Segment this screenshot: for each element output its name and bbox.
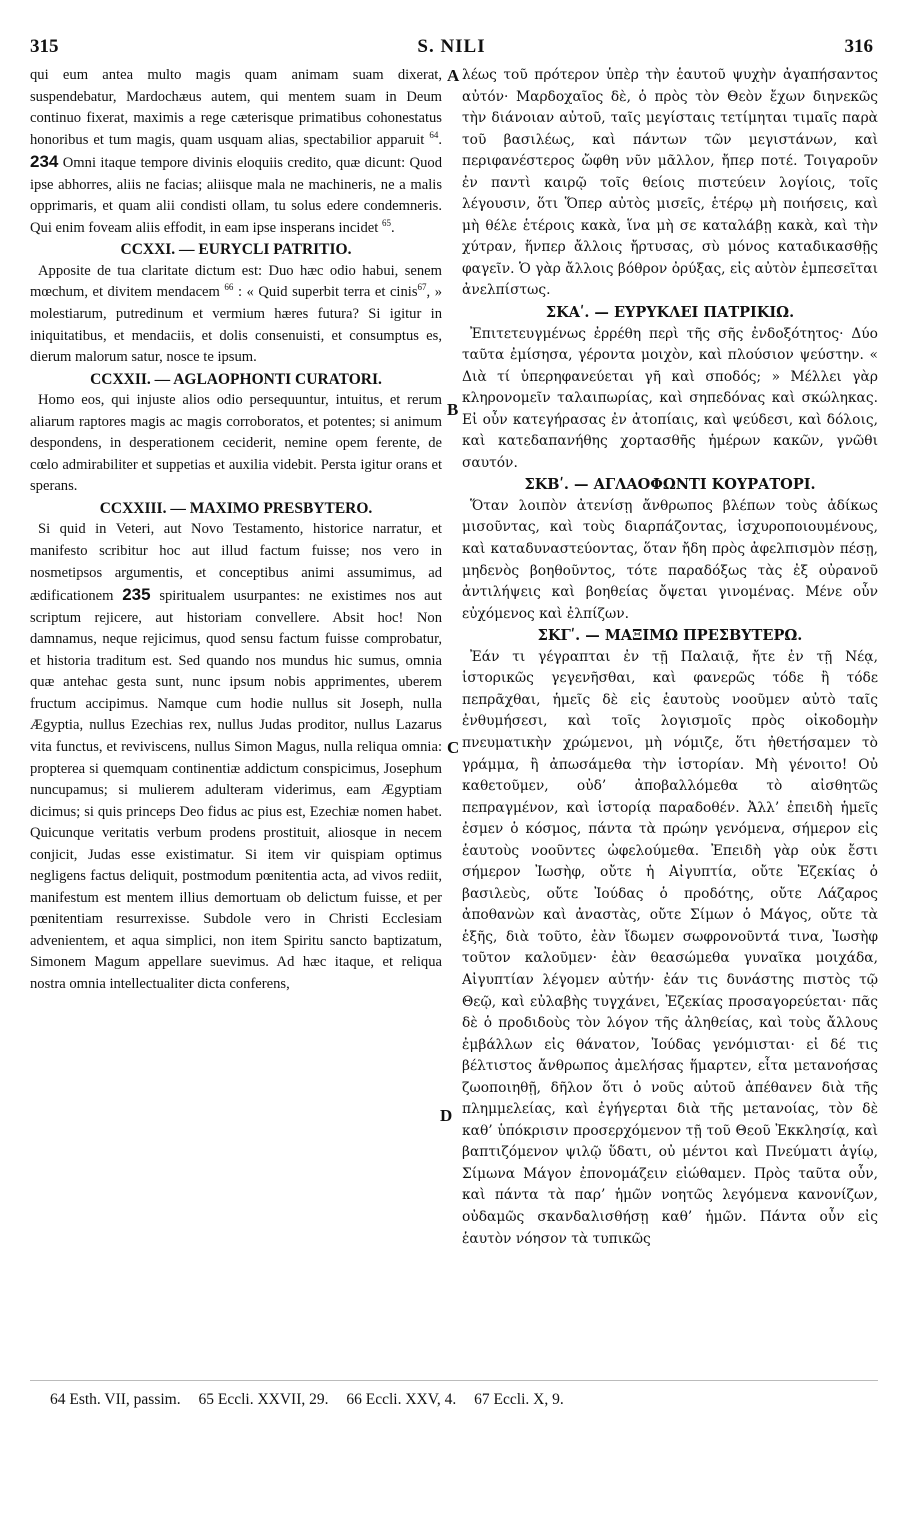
footnote-item: 67 Eccli. X, 9.: [474, 1391, 564, 1408]
footnotes: [50, 1391, 578, 1409]
latin-s221-part-a: Apposite de tua claritate dictum est: Duo hæc odio habui, senem mœchum, et divitem mendacem: [30, 262, 442, 301]
footnote-ref: 67: [417, 282, 427, 293]
footnote-item: 65 Eccli. XXVII, 29.: [198, 1391, 329, 1408]
latin-s223-part-a: Si quid in Veteri, aut Novo Testamento, historice narratur, et manifesto scribitur hoc aut illud factum fuisse; nos vero in nosmetipsos argumentis, et conceptibus animi assumimus, ad ædificationem: [30, 521, 442, 605]
footnote-divider: [30, 1380, 878, 1381]
latin-s221-part-b: : « Quid superbit terra et cinis: [237, 284, 418, 301]
footnote-item: 66 Eccli. XXV, 4.: [346, 1391, 457, 1408]
latin-s221-part-c: , » molestiarum, putredinum et vermium hæres futura? Si igitur in iniquitatibus, et mendaciis, et dolis consenuisti, et consumptus es, dierum malorum satur, nosce te ipsum.: [30, 284, 442, 366]
latin-section-title-222: CCXXII. — AGLAOPHONTI CURATORI.: [90, 370, 382, 388]
page-number-right: 316: [844, 36, 873, 57]
column-number: 234: [30, 152, 59, 172]
footnote-ref: 66: [224, 282, 234, 293]
latin-s223-part-b: spiritualem usurpantes: ne existimes nos aut scriptum rejicere, aut historiam convellere. Absit hoc! Non damnamus, neque rejicimus, quod sensu factum fuisse comprobatur, et historia traditum est. Sed quando nos mundus hic sumus, omnia quæ antehac gesta sunt, nunc ipsum nobis apprimentes, uberem fructum accipimus. Namque cum hodie nullus sit Joseph, nulla Ægyptia, nullus Ezechias rex, nullus Judas proditor, nullus Lazarus vita functus, et reviviscens, nullus Simon Magus, nulla reliqua omnia: propterea si quemquam continentiæ addictum conspicimus, Josephum nuncupamus; si mulierem adulteram viderimus, eam Ægyptiam dicimus; si quis princeps Deo fidus ac pius est, Ezechiæ nomen habet. Quicunque veritatis verbum prodens prostituit, aliosque in necem conjicit, Judas esse existimatur. Si item vir quispiam optimus negligens factus deliquit, postmodum pœnitentia acta, ad vivos rediit, manifestum est mentem illius demortuam ob delictum fuisse, et per pœnitentiam resurrexisse. Subdole vero in Christi Ecclesiam advenientem, et aqua simplici, non item Spiritu sancto baptizatum, Simonem Magum appellare suevimus. Ad hæc itaque, et reliqua nostra omnia intellectualiter dicta conferens,: [30, 588, 442, 992]
latin-section-body-221: [30, 261, 442, 369]
greek-section-title-221: ΣΚΑʹ. — ΕΥΡΥΚΛΕΙ ΠΑΤΡΙΚΙΩ.: [545, 304, 795, 322]
greek-section-title-222: ΣΚΒʹ. — ΑΓΛΑΟΦΩΝΤΙ ΚΟΥΡΑΤΟΡΙ.: [524, 476, 816, 494]
margin-marker-b: B: [447, 400, 459, 419]
latin-intro-text: qui eum antea multo magis quam animam suam dixerat, suspendebatur, Mardochæus autem, qui mentem suam in Deum continuo fixerat, maximis a rege cæterisque primatibus cohonestatus honoribus et tum magis, quam usquam alias, spectabilior apparuit: [30, 67, 442, 148]
greek-section-title-223: ΣΚΓʹ. — ΜΑΞΙΜΩ ΠΡΕΣΒΥΤΕΡΩ.: [537, 627, 803, 645]
footnote-ref: 64: [429, 129, 439, 140]
latin-section-title-223: CCXXIII. — MAXIMO PRESBYTERO.: [99, 499, 373, 517]
running-title: S. NILI: [417, 36, 486, 57]
page-number-left: 315: [30, 36, 59, 57]
latin-section-body-223: [30, 519, 442, 995]
latin-column: [30, 65, 442, 996]
latin-section-body-222: Homo eos, qui injuste alios odio persequuntur, intuitus, et rerum aliarum raptores magis ac magis corroboratos, et potentes; si animum despondens, in desperationem ceciderit, nemine opem ferente, de cœlo admirabiliter et suppetias et auxilia videbit. Persta igitur orans et sperans.: [30, 392, 442, 495]
greek-section-body-223: Ἐάν τι γέγραπται ἐν τῇ Παλαιᾷ, ἤτε ἐν τῇ Νέᾳ, ἱστορικῶς γεγενῆσθαι, καὶ φανερῶς τόδε ἢ τόδε πεπρᾶχθαι, ἡμεῖς δὲ εἰς ἑαυτοὺς νοοῦμεν αὐτὸ ταῖς ἐνθυμήσεσι, καὶ τοῖς λογισμοῖς πρὸς οἰκοδομὴν πνευματικὴν χρώμενοι, μὴ νόμιζε, ὅτι ἠθετήσαμεν τὸ γράμμα, ἢ ἀπωσάμεθα τὴν ἱστορίαν. Μὴ γένοιτο! Οὐ καθετοῦμεν, οὐδ’ ἀποβαλλόμεθα τὸ αἰσθητῶς πεπραγμένον, καὶ ἱστορίᾳ παραδοθέν. Ἀλλ’ ἐπειδὴ ἡμεῖς ἐσμεν ὁ κόσμος, πάντα τὰ πρώην γενόμενα, σήμερον εἰς ἑαυτοὺς νοοῦντες ὠφελούμεθα. Ἐπειδὴ γὰρ οὐκ ἔστι σήμερον Ἰωσὴφ, οὔτε ἡ Αἰγυπτία, οὔτε Ἐζεκίας ὁ βασιλεὺς, οὔτε Ἰούδας ὁ προδότης, οὔτε Λάζαρος ἀποθανὼν καὶ ἀναστὰς, οὔτε Σίμων ὁ Μάγος, οὔτε τὰ ἑξῆς, διὰ τοῦτο, ἐὰν ἴδωμεν σωφρονοῦντά τινα, Ἰωσὴφ τοῦτον καλοῦμεν· ἐὰν θεασώμεθα γυναῖκα μοιχάδα, Αἰγυπτίαν λέγομεν αὐτήν· ἐάν τις δυνάστης πιστὸς τῷ Θεῷ, καὶ εὐλαβὴς τυγχάνει, Ἐζεκίας προσαγορεύεται· πᾶς δὲ ὁ προδιδοὺς τὸν λόγον τῆς ἀληθείας, καὶ τοὺς ἄλλους ἐμβάλλων εἰς θάνατον, Ἰούδας γενόμισται· εἰ δέ τις βέλτιστος ἄνθρωπος ἀμελήσας ἥμαρτεν, εἶτα μετανοήσας ζωοποιηθῇ, δῆλον ὅτι ὁ νοῦς αὐτοῦ ἀπέθανεν διὰ τῆς πλημμελείας, καὶ ἐγήγερται διὰ τῆς μετανοίας, τὸν δὲ καθ’ ὑπόκρισιν προσερχόμενον τῇ τοῦ Θεοῦ Ἐκκλησίᾳ, καὶ βαπτιζόμενον ψιλῷ ὕδατι, οὐ μέντοι καὶ Πνεύματι ἁγίῳ, Σίμωνα Μάγον ἐπονομάζειν εἰώθαμεν. Πρὸς ταῦτα οὖν, καὶ πάντα τὰ παρ’ ἡμῶν νοητῶς λεγόμενα κανονίζων, οὐδαμῶς σκανδαλισθήσῃ καθ’ ἡμῶν. Πάντα οὖν εἰς ἑαυτὸν νόησον τὰ τυπικῶς: [462, 648, 878, 1247]
margin-marker-a: A: [447, 66, 460, 85]
greek-section-body-221: Ἐπιτετευγμένως ἐρρέθη περὶ τῆς σῆς ἐνδοξότητος· Δύο ταῦτα ἐμίσησα, γέροντα μοιχὸν, καὶ πλούσιον ψεύστην. « Διὰ τί ὑπερηφανεύεται γῆ καὶ σποδός; » Μέλλει γὰρ κληρονομεῖν ταλαιπωρίας, καὶ σηπεδόνας καὶ σκώληκας. Εἰ οὖν κατεγήρασας ἐν ἀτοπίαις, καὶ ψεύδεσι, καὶ δόλοις, καὶ κατεδαπανήθης χορτασθῆς ἡμέρων κακῶν, γνῶθι σαυτόν.: [462, 325, 878, 471]
margin-marker-c: C: [447, 738, 460, 757]
greek-column: [462, 65, 878, 1250]
footnote-item: 64 Esth. VII, passim.: [50, 1391, 181, 1408]
latin-section-title-221: CCXXI. — EURYCLI PATRITIO.: [120, 241, 352, 259]
greek-section-body-222: Ὅταν λοιπὸν ἀτενίσῃ ἄνθρωπος βλέπων τοὺς ἀδίκως μισοῦντας, καὶ τοὺς διαρπάζοντας, ἰσχυροποιουμένους, καὶ καταδυναστεύοντας, ὅταν ἤδη πρὸς ἀφελπισμὸν πέσῃ, μηδενὸς βοηθοῦντος, τότε παραδόξως τὰς ἐξ οὐρανοῦ ἀντιλήψεις καὶ βοηθείας ὄψεται γινομένας. Μένε οὖν εὐχόμενος καὶ ἐλπίζων.: [462, 497, 878, 622]
latin-intro-rest: Omni itaque tempore divinis eloquiis credito, quæ dicunt: Quod ipse abhorres, aliis ne facias; aliisque mala ne machineris, ne a malis opprimaris, et quam alii condisti ollam, tu solus edere condemneris. Qui enim foveam aliis effodit, in eam ipse insperans incidet: [30, 155, 442, 236]
margin-marker-d: D: [440, 1106, 453, 1125]
latin-intro-paragraph: qui eum antea multo magis quam animam suam dixerat, suspendebatur, Mardochæus autem, qui mentem suam in Deum continuo fixerat, maximis a rege cæterisque primatibus cohonestatus honoribus et tum magis, quam usquam alias, spectabilior apparuit $^{64}$. 234 Omni itaque tempore divinis eloquiis credito, quæ dicunt: Quod ipse abhorres, aliis ne facias; aliisque mala ne machineris, ne a malis opprimaris, et quam alii condisti ollam, tu solus edere condemneris. Qui enim foveam aliis effodit, in eam ipse insperans incidet $^{65}$.: [30, 67, 442, 236]
greek-intro-paragraph: λέως τοῦ πρότερον ὑπὲρ τὴν ἑαυτοῦ ψυχὴν ἀγαπήσαντος αὐτόν· Μαρδοχαῖος δὲ, ὁ πρὸς τὸν Θεὸν ἔχων διηνεκῶς τὴν διάνοιαν αὐτοῦ, ταῖς μεγίσταις τετίμηται τιμαῖς παρὰ τοῦ βασιλέως, καὶ πάντων τῶν μεγιστάνων, καὶ περιφανέστερος ὤφθη νῦν μᾶλλον, ἤπερ ποτέ. Τοιγαροῦν ἐν παντὶ καιρῷ τοῖς θείοις πιστεύειν λογίοις, τοῖς λέγουσιν, ὅτι Ὅπερ αὐτὸς μισεῖς, ἑτέρῳ μὴ ποιήσεις, καὶ μὴ θέλε ἑτέροις κακὰ, ἵνα μὴ σε καταλάβῃ κακὰ, καὶ τὴν χύτραν, ἥνπερ ἄλλοις ἤρτυσας, σὺ μόνος καταδικασθῇς φαγεῖν. Ὁ γὰρ ἄλλοις βόθρον ὀρύξας, εἰς αὐτὸν ἐμπεσεῖται ἀνελπίστως.: [462, 67, 878, 299]
footnote-ref: 65: [381, 217, 391, 228]
page-header: [30, 36, 873, 62]
column-number: 235: [122, 585, 151, 605]
